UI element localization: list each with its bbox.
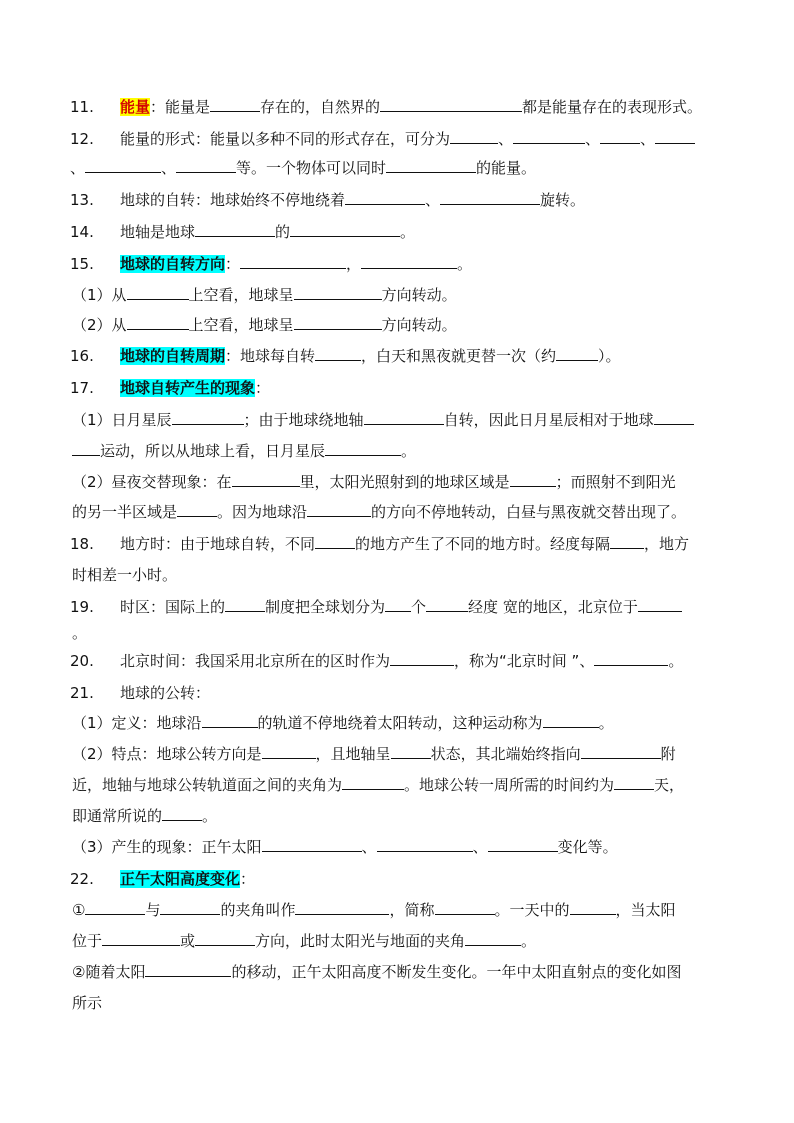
blank[interactable] (488, 837, 558, 852)
blank[interactable] (262, 744, 316, 759)
blank[interactable] (556, 346, 598, 361)
item-12-cont: 、 、 等。一个物体可以同时 的能量。 (70, 159, 537, 177)
blank[interactable] (225, 597, 265, 612)
blank[interactable] (177, 502, 217, 517)
blank[interactable] (290, 222, 400, 237)
blank[interactable] (160, 900, 220, 915)
blank[interactable] (342, 775, 404, 790)
item-number: 19. (70, 598, 94, 616)
item-number: 17. (70, 379, 94, 397)
item-17-sub1-cont: 运动，所以从地球上看，日月星辰 。 (72, 441, 416, 461)
blank[interactable] (386, 158, 476, 173)
item-22-sub2: ②随着太阳 的移动，正午太阳高度不断发生变化。一年中太阳直射点的变化如图 (72, 963, 682, 981)
blank[interactable] (195, 931, 255, 946)
keyword-highlight: 地球自转产生的现象 (120, 379, 256, 397)
blank[interactable] (440, 190, 540, 205)
blank[interactable] (172, 410, 244, 425)
blank[interactable] (380, 97, 522, 112)
blank[interactable] (510, 472, 556, 487)
keyword-highlight: 能量 (120, 98, 151, 116)
keyword-highlight: 地球的自转周期 (120, 347, 226, 365)
item-18-cont: 时相差一小时。 (72, 566, 178, 584)
blank[interactable] (127, 315, 189, 330)
blank[interactable] (654, 410, 694, 425)
blank[interactable] (600, 129, 640, 144)
item-21-sub1: （1）定义：地球沿 的轨道不停地绕着太阳转动，这种运动称为 。 (72, 714, 614, 732)
item-22-sub1: ① 与 的夹角叫作 ，简称 。一天中的 ，当太阳 (72, 901, 676, 919)
keyword-highlight: 地球的自转方向 (120, 255, 226, 273)
item-number: 13. (70, 191, 94, 209)
blank[interactable] (364, 410, 444, 425)
blank[interactable] (262, 837, 362, 852)
item-number: 12. (70, 130, 94, 148)
item-21-sub2-cont: 近，地轴与地球公转轨道面之间的夹角为 。地球公转一周所需的时间约为 天， (72, 776, 685, 794)
blank[interactable] (513, 129, 585, 144)
blank[interactable] (614, 775, 654, 790)
blank[interactable] (162, 806, 202, 821)
item-number: 15. (70, 255, 94, 273)
blank[interactable] (315, 346, 361, 361)
item-number: 18. (70, 535, 94, 553)
item-21-sub2-cont2: 即通常所说的 。 (72, 807, 218, 825)
blank[interactable] (570, 900, 616, 915)
blank[interactable] (210, 97, 260, 112)
blank[interactable] (176, 158, 236, 173)
blank[interactable] (361, 254, 457, 269)
blank[interactable] (294, 315, 382, 330)
blank[interactable] (435, 900, 495, 915)
blank[interactable] (610, 534, 644, 549)
worksheet-page: 11. 能量：能量是 存在的，自然界的 都是能量存在的表现形式。 12. 能量的形式：能量以多种不同的形式存在，可分为 、 、 、 、 、 等。一个物体可以同时 的能量。 13. 地球的自转：地球始终不停地绕着 、 旋转。 14. 地轴是地球 的 。 15. 地球的自转方向： ， 。 （1）从 上空看，地球呈 方向转动。 （2）从 上空看，地球呈 方向转动。 16. 地球的自转周期：地球每自转 ，白天和黑夜就更替一次（约 ）。 17. 地球自转产生的现象： （1）日月星辰 ；由于地球绕地轴 自转，因此日月星辰相对于地球 运动，所以从地球上看，日月星辰 。 （2）昼夜交替现象：在 里，太阳光照射到的地球区域是 ；而照射不到阳光 的另一半区域是 。因为地球沿 的方向不停地转动，白昼与黑夜就交替出现了。 18. 地方时：由于地球自转，不同 的地方产生了不同的地方时。经度每隔 ，地方 时相差一小时。 19. 时区：国际上的 制度把全球划分为 个 经度 宽的地区，北京位于 。 20. 北京时间：我国采用北京所在的区时作为 ，称为“北京时间 ”、 。 21. 地球的公转： （1）定义：地球沿 的轨道不停地绕着太阳转动，这种运动称为 。 （2）特点：地球公转方向是 ，且地轴呈 状态，其北端始终指向 附 近，地轴与地球公转轨道面之间的夹角为 。地球公转一周所需的时间约为 天， 即通常所说的 。 （3）产生的现象：正午太阳 、 、 变化等。 22. 正午太阳高度变化： ① 与 的夹角叫作 ，简称 。一天中的 ，当太阳 位于 或 方向，此时太阳光与地面的夹角 。 ②随着太阳 的移动，正午太阳高度不断发生变化。一年中太阳直射点的变化如图 所示 (70, 98, 703, 1012)
item-21-sub2: （2）特点：地球公转方向是 ，且地轴呈 状态，其北端始终指向 附 (72, 745, 676, 763)
item-15-sub2: （2）从 上空看，地球呈 方向转动。 (72, 316, 457, 334)
item-number: 22. (70, 870, 94, 888)
item-number: 11. (70, 98, 94, 116)
item-17-sub2: （2）昼夜交替现象：在 里，太阳光照射到的地球区域是 ；而照射不到阳光 (72, 473, 676, 491)
blank[interactable] (594, 651, 668, 666)
blank[interactable] (85, 158, 161, 173)
blank[interactable] (315, 534, 355, 549)
blank[interactable] (325, 441, 401, 456)
blank[interactable] (655, 129, 695, 144)
blank[interactable] (127, 285, 189, 300)
blank[interactable] (385, 597, 411, 612)
blank[interactable] (294, 285, 382, 300)
blank[interactable] (391, 744, 431, 759)
blank[interactable] (390, 651, 454, 666)
item-21-sub3: （3）产生的现象：正午太阳 、 、 变化等。 (72, 838, 618, 856)
item-19-cont: 。 (72, 624, 88, 642)
blank[interactable] (145, 962, 231, 977)
blank[interactable] (581, 744, 661, 759)
item-number: 20. (70, 652, 94, 670)
blank[interactable] (72, 441, 100, 456)
blank[interactable] (543, 713, 599, 728)
item-17-sub2-cont: 的另一半区域是 。因为地球沿 的方向不停地转动，白昼与黑夜就交替出现了。 (72, 503, 687, 521)
blank[interactable] (377, 837, 473, 852)
blank[interactable] (240, 254, 346, 269)
blank[interactable] (102, 931, 180, 946)
blank[interactable] (638, 597, 682, 612)
blank[interactable] (232, 472, 300, 487)
item-22-sub1-cont: 位于 或 方向，此时太阳光与地面的夹角 。 (72, 932, 537, 950)
item-17-sub1: （1）日月星辰 ；由于地球绕地轴 自转，因此日月星辰相对于地球 (72, 410, 694, 430)
blank[interactable] (195, 222, 275, 237)
blank[interactable] (465, 931, 521, 946)
blank[interactable] (307, 502, 371, 517)
blank[interactable] (426, 597, 468, 612)
blank[interactable] (345, 190, 425, 205)
blank[interactable] (295, 900, 389, 915)
blank[interactable] (202, 713, 258, 728)
blank[interactable] (450, 129, 498, 144)
item-number: 16. (70, 347, 94, 365)
item-number: 21. (70, 684, 94, 702)
item-15-sub1: （1）从 上空看，地球呈 方向转动。 (72, 286, 457, 304)
keyword-highlight: 正午太阳高度变化 (120, 870, 241, 888)
item-number: 14. (70, 223, 94, 241)
item-22-sub2-cont: 所示 (72, 994, 103, 1012)
blank[interactable] (85, 900, 145, 915)
